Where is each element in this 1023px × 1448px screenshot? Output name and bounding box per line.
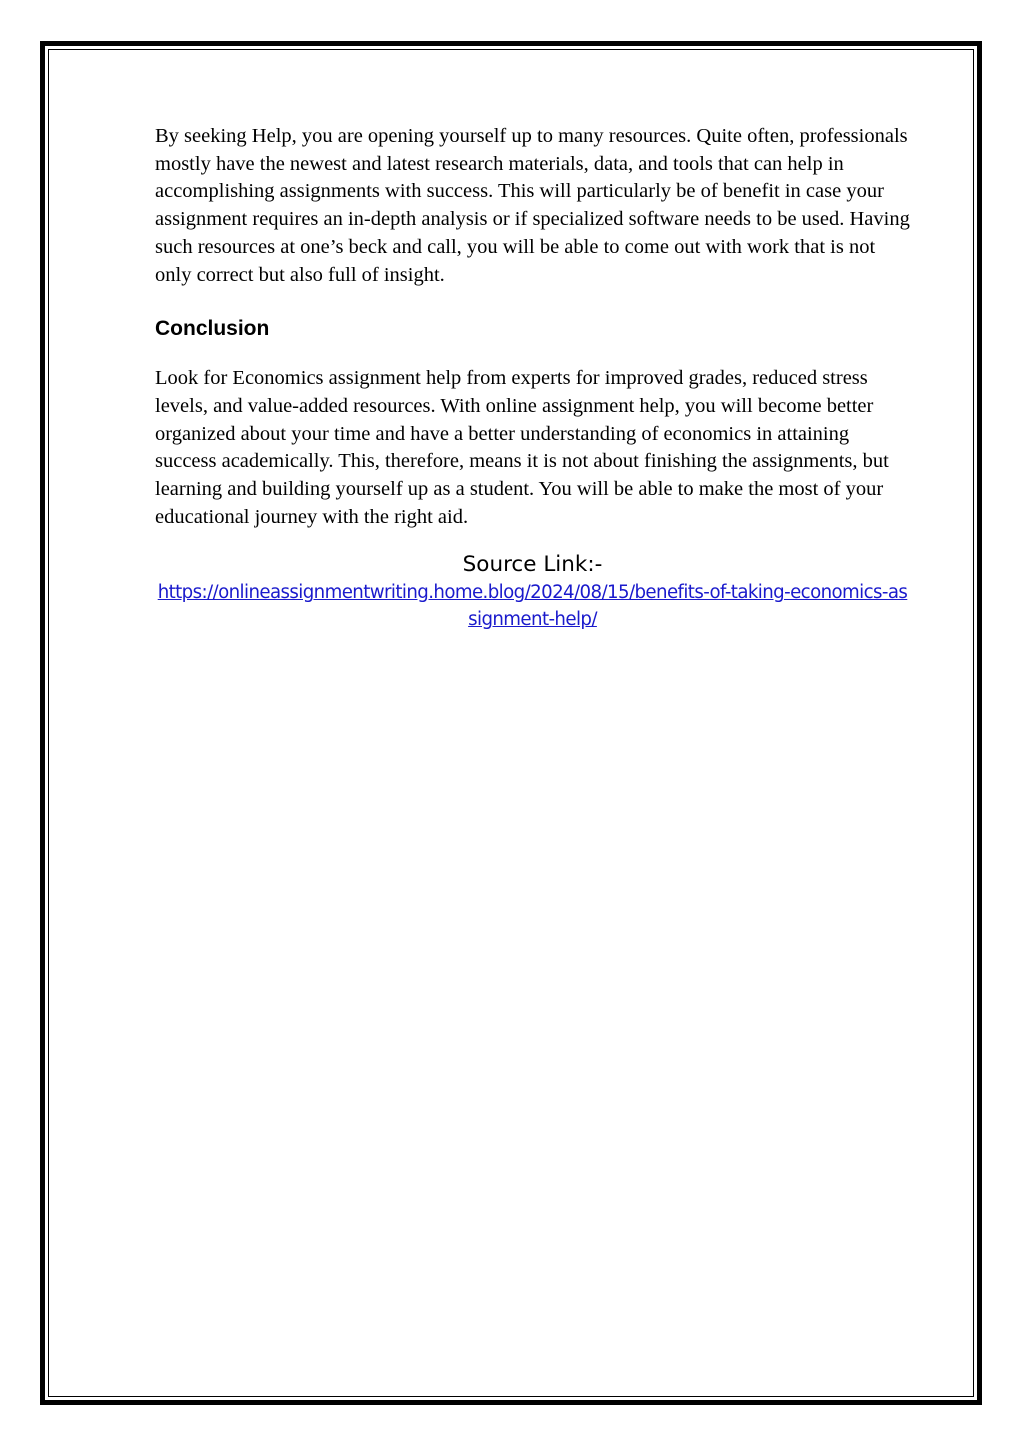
- source-link[interactable]: https://onlineassignmentwriting.home.blog/2024/08/15/benefits-of-taking-economics-assignment-help/: [157, 582, 908, 631]
- heading-conclusion: Conclusion: [155, 317, 270, 341]
- source-link-label: Source Link:-: [462, 552, 603, 578]
- paragraph-conclusion: Look for Economics assignment help from experts for improved grades, reduced stress levels, and value-added resources. With online assignment help, you will become better organized about your time and have a better understanding of economics in attaining success academically. This, therefore, means it is not about finishing the assignments, but learning and building yourself up as a student. You will be able to make the most of your educational journey with the right aid.: [155, 367, 889, 528]
- document-content: [155, 123, 915, 633]
- source-block: [155, 551, 910, 633]
- paragraph-resources: By seeking Help, you are opening yourself up to many resources. Quite often, professionals mostly have the newest and latest research materials, data, and tools that can help in accomplishing assignments with success. This will particularly be of benefit in case your assignment requires an in-depth analysis or if specialized software needs to be used. Having such resources at one’s beck and call, you will be able to come out with work that is not only correct but also full of insight.: [155, 125, 910, 286]
